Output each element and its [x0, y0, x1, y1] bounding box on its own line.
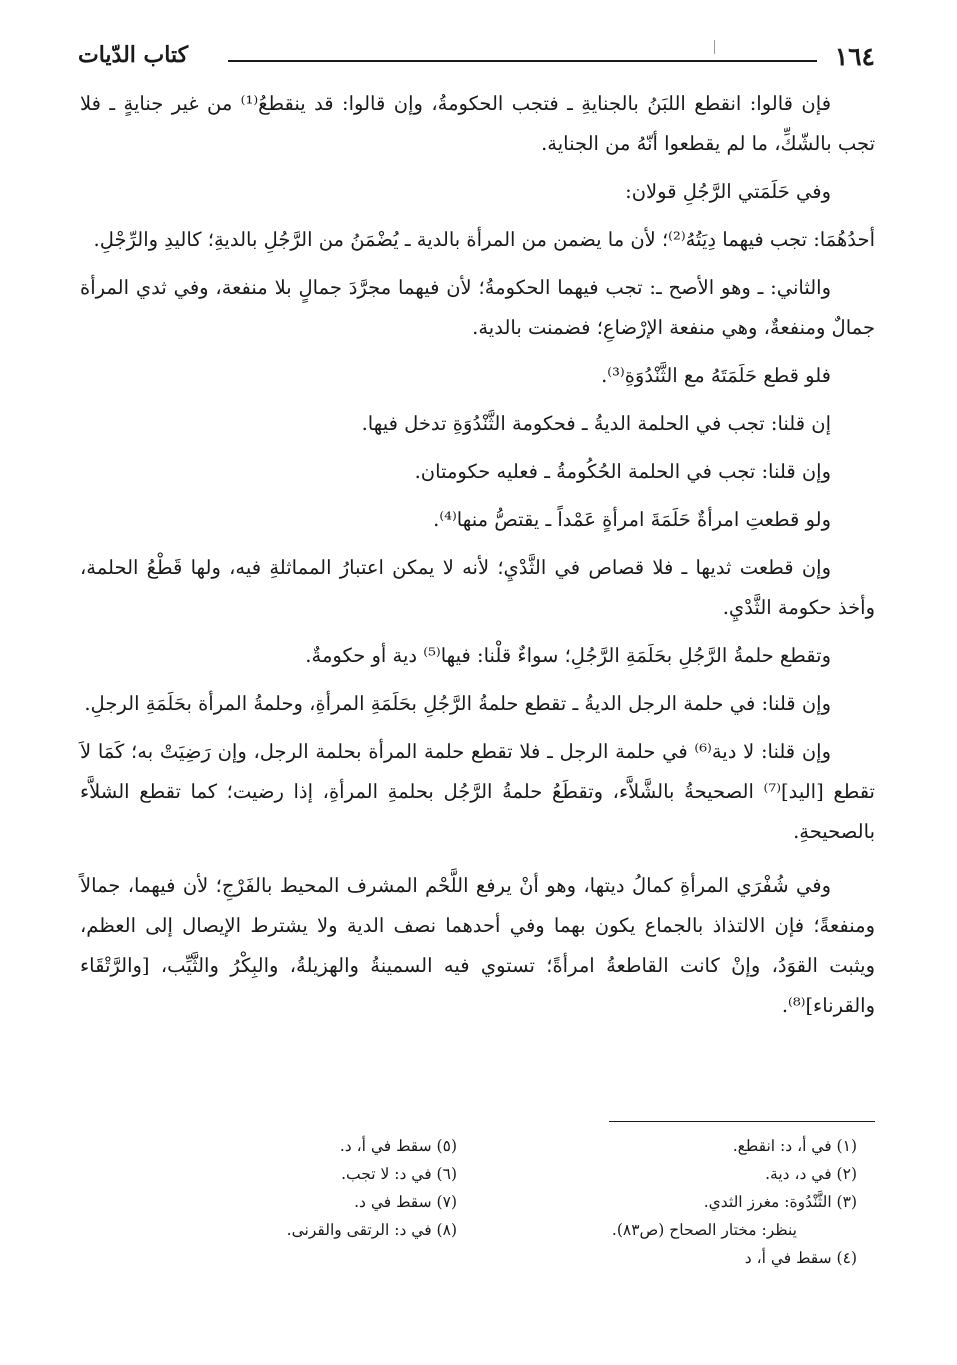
paragraph: والثاني: ـ وهو الأصح ـ: تجب فيهما الحكومةُ؛ لأن فيهما مجرَّدَ جمالٍ بلا منفعة، وفي ثدي المرأة جمالٌ ومنفعةٌ، وهي منفعة الإرْضاعِ؛ فضمنت بالدية.: [80, 276, 875, 339]
footnote: (١) في أ، د: انقطع.: [732, 1137, 857, 1155]
paragraph: فإن قالوا: انقطع اللبَنُ بالجنايةِ ـ فتجب الحكومةُ، وإن قالوا: قد ينقطعُ⁽¹⁾ من غير جنايةٍ ـ فلا تجب بالشّكِّ، ما لم يقطعوا أنّهُ من الجناية.: [80, 92, 875, 155]
paragraph: أحدُهُمَا: تجب فيهما دِيَتُهُ⁽²⁾؛ لأن ما يضمن من المرأة بالدية ـ يُضْمَنُ من الرَّجُلِ بالديةِ؛ كاليدِ والرِّجْلِ.: [93, 228, 875, 251]
paragraph: وإن قطعت ثديها ـ فلا قصاص في الثَّدْيِ؛ لأنه لا يمكن اعتبارُ المماثلةِ فيه، ولها قَطْعُ الحلمة، وأخذ حكومة الثَّدْيِ.: [80, 556, 875, 619]
paragraph: فلو قطع حَلَمَتَهُ مع الثَّنْدُوَةِ⁽³⁾.: [601, 364, 831, 387]
paragraph: ولو قطعتِ امرأةٌ حَلَمَةَ امرأةٍ عَمْداً ـ يقتصُّ منها⁽⁴⁾.: [433, 508, 831, 531]
paragraph: وفي حَلَمَتي الرَّجُلِ قولان:: [625, 180, 831, 203]
paragraph: وتقطع حلمةُ الرَّجُلِ بحَلَمَةِ الرَّجُلِ؛ سواءٌ قلْنا: فيها⁽⁵⁾ دية أو حكومةٌ.: [305, 644, 831, 667]
paragraph: وإن قلنا: لا دية⁽⁶⁾ في حلمة الرجل ـ فلا تقطع حلمة المرأة بحلمة الرجل، وإن رَضِيَتْ به؛ كَمَا لاَ تقطع [اليد]⁽⁷⁾ الصحيحةُ بالشَّلاَّء، وتقطَعُ حلمةُ الرَّجُل بحلمةِ المرأةِ، إذا رضيت؛ كما تقطع الشلاَّء بالصحيحةِ.: [80, 740, 875, 843]
main-text: [80, 84, 875, 1034]
paragraph: وإن قلنا: تجب في الحلمة الحُكُومةُ ـ فعليه حكومتان.: [414, 460, 831, 483]
footnote: (٦) في د: لا تجب.: [341, 1165, 457, 1183]
footnote-column-right: [517, 1132, 857, 1272]
footnote: (٣) الثَّنْدُوة: مغرز الثدي.: [703, 1193, 857, 1211]
margin-mark: [714, 40, 715, 54]
footnote: (٢) في د، دية.: [765, 1165, 857, 1183]
footnotes: [70, 1132, 857, 1302]
footnote: (٤) سقط في أ، د: [744, 1249, 857, 1267]
paragraph: وفي شُفْرَي المرأةِ كمالُ ديتها، وهو أنْ يرفع اللَّحْم المشرف المحيط بالفَرْجِ؛ لأن فيهما، جمالاً ومنفعةً؛ فإن الالتذاذ بالجماع يكون بهما وفي أحدهما نصف الدية ولا يشترط الإيصال إلى العظم، ويثبت القوَدُ، وإنْ كانت القاطعةُ امرأةً؛ تستوي فيه السمينةُ والهزيلةُ، والبِكْرُ والثَّيِّب، [والرَّتْقَاء والقرناء]⁽⁸⁾.: [80, 874, 875, 1017]
header-rule: [228, 60, 817, 62]
footnote-column-left: [117, 1132, 457, 1244]
footnote-continuation: ينظر: مختار الصحاح (ص٨٣).: [611, 1221, 797, 1239]
footnote: (٧) سقط في د.: [354, 1193, 457, 1211]
page-header: [78, 38, 875, 74]
footnote: (٨) في د: الرتقى والقرنى.: [286, 1221, 457, 1239]
paragraph: إن قلنا: تجب في الحلمة الديةُ ـ فحكومة الثَّنْدُوَةِ تدخل فيها.: [361, 412, 831, 435]
page-number: ١٦٤: [834, 42, 875, 71]
footnote-rule: [609, 1121, 875, 1122]
footnote: (٥) سقط في أ، د.: [339, 1137, 457, 1155]
running-title: كتاب الدّيات: [78, 42, 189, 68]
paragraph: وإن قلنا: في حلمة الرجل الديةُ ـ تقطع حلمةُ الرَّجُلِ بحَلَمَةِ المرأةِ، وحلمةُ المرأة بحَلَمَةِ الرجلِ.: [84, 692, 831, 715]
